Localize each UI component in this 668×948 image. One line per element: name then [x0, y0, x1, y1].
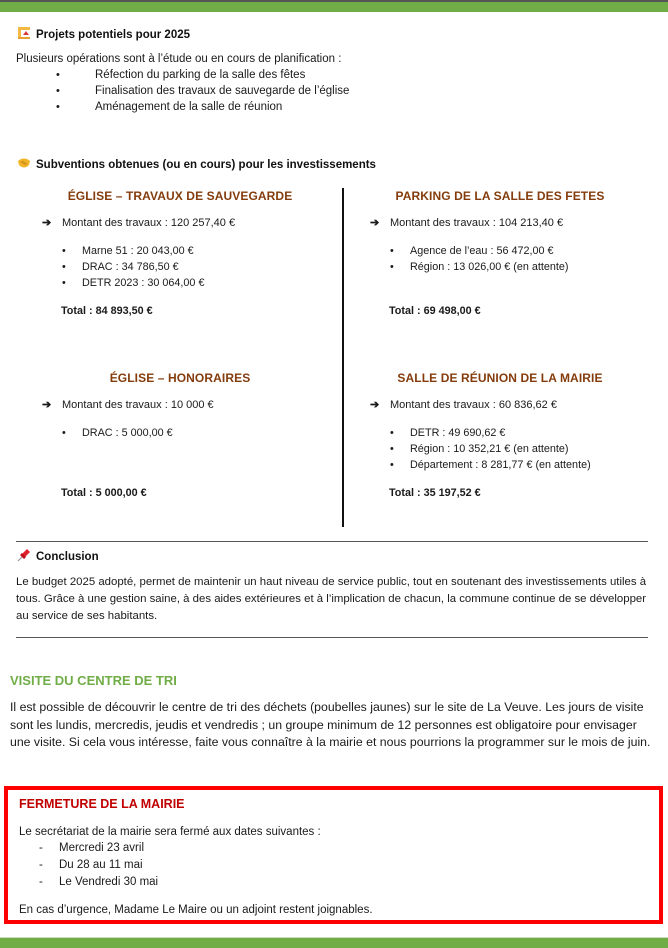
list-item: • DETR 2023 : 30 064,00 €	[62, 275, 330, 291]
conclusion-text: Le budget 2025 adopté, permet de maintenir un haut niveau de service public, tout en soutenant des investissements utiles à tous. Grâce à une gestion saine, à des aides extérieures et à l’implication de chacun, la commune continue de se développer au service de ses habitants.	[16, 576, 647, 622]
visite-title: VISITE DU CENTRE DE TRI	[10, 673, 177, 688]
conclusion-title: Conclusion	[36, 551, 99, 563]
subvention-block-parking	[355, 189, 645, 317]
block-title: ÉGLISE – HONORAIRES	[109, 371, 251, 385]
conclusion-heading	[17, 548, 99, 563]
block-title: SALLE DE RÉUNION DE LA MAIRIE	[397, 371, 603, 385]
subvention-list	[62, 425, 330, 441]
visite-text: Il est possible de découvrir le centre de tri des déchets (poubelles jaunes) sur le site de La Veuve. Les jours de visite sont les lundis, mercredis, jeudis et vendredis ; un groupe minimum de 12 personnes est obligatoire pour envisager une visite. Si cela vous intéresse, faite vous connaître à la mairie et nous pourrions la programmer sur le mois de juin.	[10, 700, 651, 749]
list-item: • DRAC : 34 786,50 €	[62, 259, 330, 275]
pushpin-icon	[17, 548, 31, 562]
subvention-block-eglise-travaux	[30, 189, 330, 317]
projets-intro: Plusieurs opérations sont à l’étude ou en cours de planification :	[16, 53, 342, 65]
subventions-title: Subventions obtenues (ou en cours) pour les investissements	[36, 159, 376, 171]
block-total: Total : 84 893,50 €	[61, 305, 153, 317]
subvention-block-eglise-honoraires	[30, 371, 330, 499]
fermeture-title: FERMETURE DE LA MAIRIE	[19, 797, 185, 811]
fermeture-intro: Le secrétariat de la mairie sera fermé aux dates suivantes :	[19, 826, 321, 838]
header-green-bar	[0, 0, 668, 12]
subvention-list	[390, 425, 645, 473]
list-item: • DRAC : 5 000,00 €	[62, 425, 330, 441]
list-item: • Réfection du parking de la salle des fêtes	[56, 69, 306, 81]
handshake-icon	[17, 156, 31, 170]
list-item: • Région : 10 352,21 € (en attente)	[390, 441, 645, 457]
list-item: • Département : 8 281,77 € (en attente)	[390, 457, 645, 473]
footer-green-bar	[0, 937, 668, 948]
fermeture-dates	[19, 840, 158, 891]
divider-bottom	[16, 637, 648, 638]
subvention-block-salle-reunion	[355, 371, 645, 499]
arrow-right-icon: ➔	[370, 399, 380, 411]
subventions-heading	[17, 156, 376, 171]
montant-line: ➔ Montant des travaux : 120 257,40 €	[42, 217, 236, 229]
montant-line: ➔ Montant des travaux : 10 000 €	[42, 399, 214, 411]
block-total: Total : 35 197,52 €	[389, 487, 481, 499]
list-item: • DETR : 49 690,62 €	[390, 425, 645, 441]
list-item: • Région : 13 026,00 € (en attente)	[390, 259, 645, 275]
subvention-list	[62, 243, 330, 291]
list-item: • Marne 51 : 20 043,00 €	[62, 243, 330, 259]
list-item: • Agence de l’eau : 56 472,00 €	[390, 243, 645, 259]
arrow-right-icon: ➔	[42, 217, 52, 229]
arrow-right-icon: ➔	[42, 399, 52, 411]
list-item: • Finalisation des travaux de sauvegarde de l’église	[56, 85, 350, 97]
list-item: - Du 28 au 11 mai	[19, 857, 158, 874]
list-item: • Aménagement de la salle de réunion	[56, 101, 283, 113]
block-total: Total : 5 000,00 €	[61, 487, 147, 499]
block-title: PARKING DE LA SALLE DES FETES	[395, 189, 605, 203]
arrow-right-icon: ➔	[370, 217, 380, 229]
fermeture-box	[4, 786, 663, 924]
montant-line: ➔ Montant des travaux : 104 213,40 €	[370, 217, 564, 229]
projets-list	[56, 67, 456, 115]
divider-top	[16, 541, 648, 542]
block-total: Total : 69 498,00 €	[389, 305, 481, 317]
block-title: ÉGLISE – TRAVAUX DE SAUVEGARDE	[67, 189, 293, 203]
list-item: - Mercredi 23 avril	[19, 840, 158, 857]
projets-heading	[17, 26, 190, 41]
montant-line: ➔ Montant des travaux : 60 836,62 €	[370, 399, 557, 411]
construction-sign-icon	[17, 26, 31, 40]
column-divider	[342, 188, 344, 527]
fermeture-note: En cas d’urgence, Madame Le Maire ou un adjoint restent joignables.	[19, 904, 373, 916]
projets-title: Projets potentiels pour 2025	[36, 29, 191, 41]
list-item: - Le Vendredi 30 mai	[19, 874, 158, 891]
subvention-list	[390, 243, 645, 275]
